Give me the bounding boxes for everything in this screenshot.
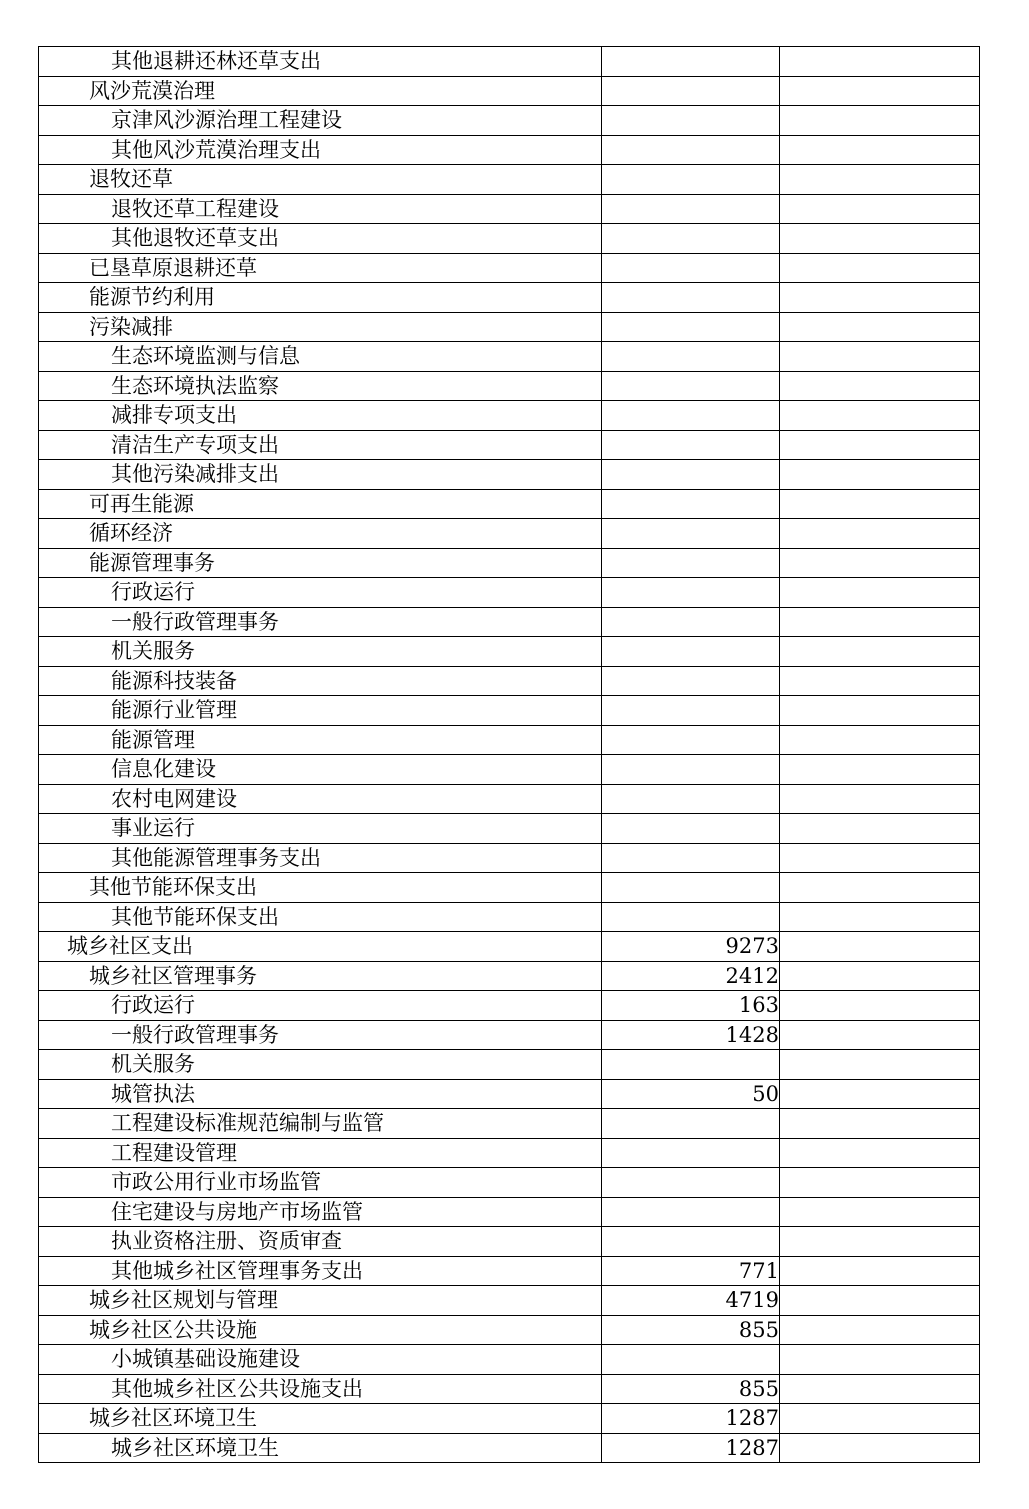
table-row [39,489,980,519]
row-value-cell [602,283,780,313]
table-row [39,342,980,372]
row-name-cell: 能源科技装备 [39,666,602,696]
table-row [39,1345,980,1375]
row-name-cell: 能源管理事务 [39,548,602,578]
row-value-cell [602,224,780,254]
row-empty-cell [780,253,980,283]
table-row [39,843,980,873]
table-row [39,460,980,490]
table-row [39,548,980,578]
row-empty-cell [780,224,980,254]
row-name-cell: 市政公用行业市场监管 [39,1168,602,1198]
row-empty-cell [780,814,980,844]
row-value-cell [602,843,780,873]
row-empty-cell [780,194,980,224]
budget-table-body [39,47,980,1463]
table-row [39,814,980,844]
table-row [39,1168,980,1198]
row-empty-cell [780,784,980,814]
row-name-cell: 工程建设管理 [39,1138,602,1168]
row-value-cell [602,607,780,637]
row-value-cell [602,637,780,667]
row-empty-cell [780,961,980,991]
row-value-cell [602,1345,780,1375]
row-empty-cell [780,902,980,932]
row-name-cell: 一般行政管理事务 [39,1020,602,1050]
row-empty-cell [780,637,980,667]
row-name-cell: 循环经济 [39,519,602,549]
row-name-cell: 其他污染减排支出 [39,460,602,490]
row-value-cell [602,342,780,372]
table-row [39,1433,980,1463]
row-value-cell [602,135,780,165]
row-empty-cell [780,548,980,578]
row-name-cell: 生态环境监测与信息 [39,342,602,372]
table-row [39,607,980,637]
row-value-cell: 50 [602,1079,780,1109]
row-value-cell: 4719 [602,1286,780,1316]
row-empty-cell [780,1433,980,1463]
row-name-cell: 京津风沙源治理工程建设 [39,106,602,136]
row-value-cell [602,194,780,224]
row-empty-cell [780,283,980,313]
row-value-cell [602,873,780,903]
row-name-cell: 城乡社区支出 [39,932,602,962]
row-empty-cell [780,696,980,726]
row-name-cell: 城乡社区规划与管理 [39,1286,602,1316]
row-value-cell [602,814,780,844]
table-row [39,135,980,165]
row-name-cell: 生态环境执法监察 [39,371,602,401]
row-empty-cell [780,607,980,637]
row-name-cell: 事业运行 [39,814,602,844]
table-row [39,47,980,77]
table-row [39,1286,980,1316]
table-row [39,1374,980,1404]
row-value-cell: 771 [602,1256,780,1286]
row-value-cell [602,253,780,283]
row-name-cell: 信息化建设 [39,755,602,785]
row-empty-cell [780,578,980,608]
row-value-cell: 1428 [602,1020,780,1050]
row-empty-cell [780,1286,980,1316]
row-value-cell: 1287 [602,1433,780,1463]
table-row [39,430,980,460]
row-value-cell [602,578,780,608]
row-name-cell: 污染减排 [39,312,602,342]
table-row [39,519,980,549]
row-empty-cell [780,1050,980,1080]
row-empty-cell [780,342,980,372]
row-empty-cell [780,1079,980,1109]
row-empty-cell [780,371,980,401]
table-row [39,76,980,106]
row-name-cell: 行政运行 [39,578,602,608]
row-name-cell: 可再生能源 [39,489,602,519]
table-row [39,1020,980,1050]
row-name-cell: 城管执法 [39,1079,602,1109]
row-name-cell: 机关服务 [39,1050,602,1080]
row-empty-cell [780,135,980,165]
row-value-cell [602,548,780,578]
row-empty-cell [780,1138,980,1168]
row-name-cell: 农村电网建设 [39,784,602,814]
row-value-cell [602,1138,780,1168]
table-row [39,1227,980,1257]
row-empty-cell [780,106,980,136]
row-value-cell [602,1227,780,1257]
row-value-cell [602,1109,780,1139]
table-row [39,932,980,962]
table-row [39,1079,980,1109]
row-value-cell: 163 [602,991,780,1021]
row-empty-cell [780,1345,980,1375]
row-empty-cell [780,519,980,549]
row-name-cell: 其他节能环保支出 [39,902,602,932]
row-empty-cell [780,460,980,490]
row-name-cell: 其他退耕还林还草支出 [39,47,602,77]
row-name-cell: 一般行政管理事务 [39,607,602,637]
row-empty-cell [780,755,980,785]
table-row [39,401,980,431]
table-row [39,1050,980,1080]
table-row [39,165,980,195]
row-value-cell [602,1050,780,1080]
row-empty-cell [780,165,980,195]
budget-table [38,46,980,1463]
row-name-cell: 已垦草原退耕还草 [39,253,602,283]
row-value-cell: 1287 [602,1404,780,1434]
row-name-cell: 小城镇基础设施建设 [39,1345,602,1375]
row-name-cell: 城乡社区环境卫生 [39,1433,602,1463]
table-row [39,1197,980,1227]
row-empty-cell [780,430,980,460]
table-row [39,312,980,342]
row-empty-cell [780,932,980,962]
row-name-cell: 其他风沙荒漠治理支出 [39,135,602,165]
row-empty-cell [780,1227,980,1257]
row-empty-cell [780,1315,980,1345]
row-value-cell [602,47,780,77]
row-name-cell: 其他节能环保支出 [39,873,602,903]
table-row [39,725,980,755]
row-empty-cell [780,489,980,519]
row-empty-cell [780,1197,980,1227]
row-name-cell: 执业资格注册、资质审查 [39,1227,602,1257]
row-name-cell: 城乡社区公共设施 [39,1315,602,1345]
table-row [39,1138,980,1168]
table-row [39,873,980,903]
row-empty-cell [780,725,980,755]
row-value-cell [602,401,780,431]
row-value-cell: 9273 [602,932,780,962]
row-empty-cell [780,1020,980,1050]
table-row [39,283,980,313]
table-row [39,1256,980,1286]
row-empty-cell [780,47,980,77]
row-value-cell [602,1168,780,1198]
row-value-cell [602,312,780,342]
table-row [39,666,980,696]
row-name-cell: 城乡社区环境卫生 [39,1404,602,1434]
table-row [39,371,980,401]
table-row [39,224,980,254]
row-value-cell [602,666,780,696]
row-value-cell [602,902,780,932]
table-row [39,194,980,224]
table-row [39,637,980,667]
row-empty-cell [780,401,980,431]
row-value-cell: 2412 [602,961,780,991]
table-row [39,253,980,283]
row-empty-cell [780,666,980,696]
row-name-cell: 清洁生产专项支出 [39,430,602,460]
row-name-cell: 能源管理 [39,725,602,755]
row-name-cell: 行政运行 [39,991,602,1021]
row-value-cell [602,696,780,726]
table-row [39,1109,980,1139]
row-name-cell: 工程建设标准规范编制与监管 [39,1109,602,1139]
table-row [39,696,980,726]
row-name-cell: 减排专项支出 [39,401,602,431]
row-name-cell: 能源行业管理 [39,696,602,726]
row-name-cell: 退牧还草工程建设 [39,194,602,224]
row-value-cell [602,755,780,785]
row-name-cell: 其他退牧还草支出 [39,224,602,254]
row-value-cell [602,76,780,106]
row-name-cell: 其他能源管理事务支出 [39,843,602,873]
table-row [39,991,980,1021]
row-name-cell: 其他城乡社区公共设施支出 [39,1374,602,1404]
row-value-cell [602,371,780,401]
row-value-cell [602,489,780,519]
row-name-cell: 退牧还草 [39,165,602,195]
row-name-cell: 城乡社区管理事务 [39,961,602,991]
row-value-cell [602,1197,780,1227]
row-value-cell [602,519,780,549]
row-empty-cell [780,76,980,106]
table-row [39,902,980,932]
row-value-cell [602,106,780,136]
table-row [39,784,980,814]
row-empty-cell [780,1256,980,1286]
row-value-cell [602,430,780,460]
row-empty-cell [780,991,980,1021]
table-row [39,1404,980,1434]
row-value-cell [602,165,780,195]
table-row [39,578,980,608]
row-value-cell: 855 [602,1315,780,1345]
table-row [39,106,980,136]
row-value-cell [602,784,780,814]
row-empty-cell [780,1404,980,1434]
row-empty-cell [780,873,980,903]
row-value-cell [602,460,780,490]
row-name-cell: 能源节约利用 [39,283,602,313]
table-row [39,1315,980,1345]
row-empty-cell [780,312,980,342]
row-name-cell: 住宅建设与房地产市场监管 [39,1197,602,1227]
row-name-cell: 机关服务 [39,637,602,667]
row-empty-cell [780,843,980,873]
row-name-cell: 其他城乡社区管理事务支出 [39,1256,602,1286]
row-empty-cell [780,1109,980,1139]
row-name-cell: 风沙荒漠治理 [39,76,602,106]
row-empty-cell [780,1168,980,1198]
row-empty-cell [780,1374,980,1404]
row-value-cell: 855 [602,1374,780,1404]
table-row [39,961,980,991]
table-row [39,755,980,785]
row-value-cell [602,725,780,755]
